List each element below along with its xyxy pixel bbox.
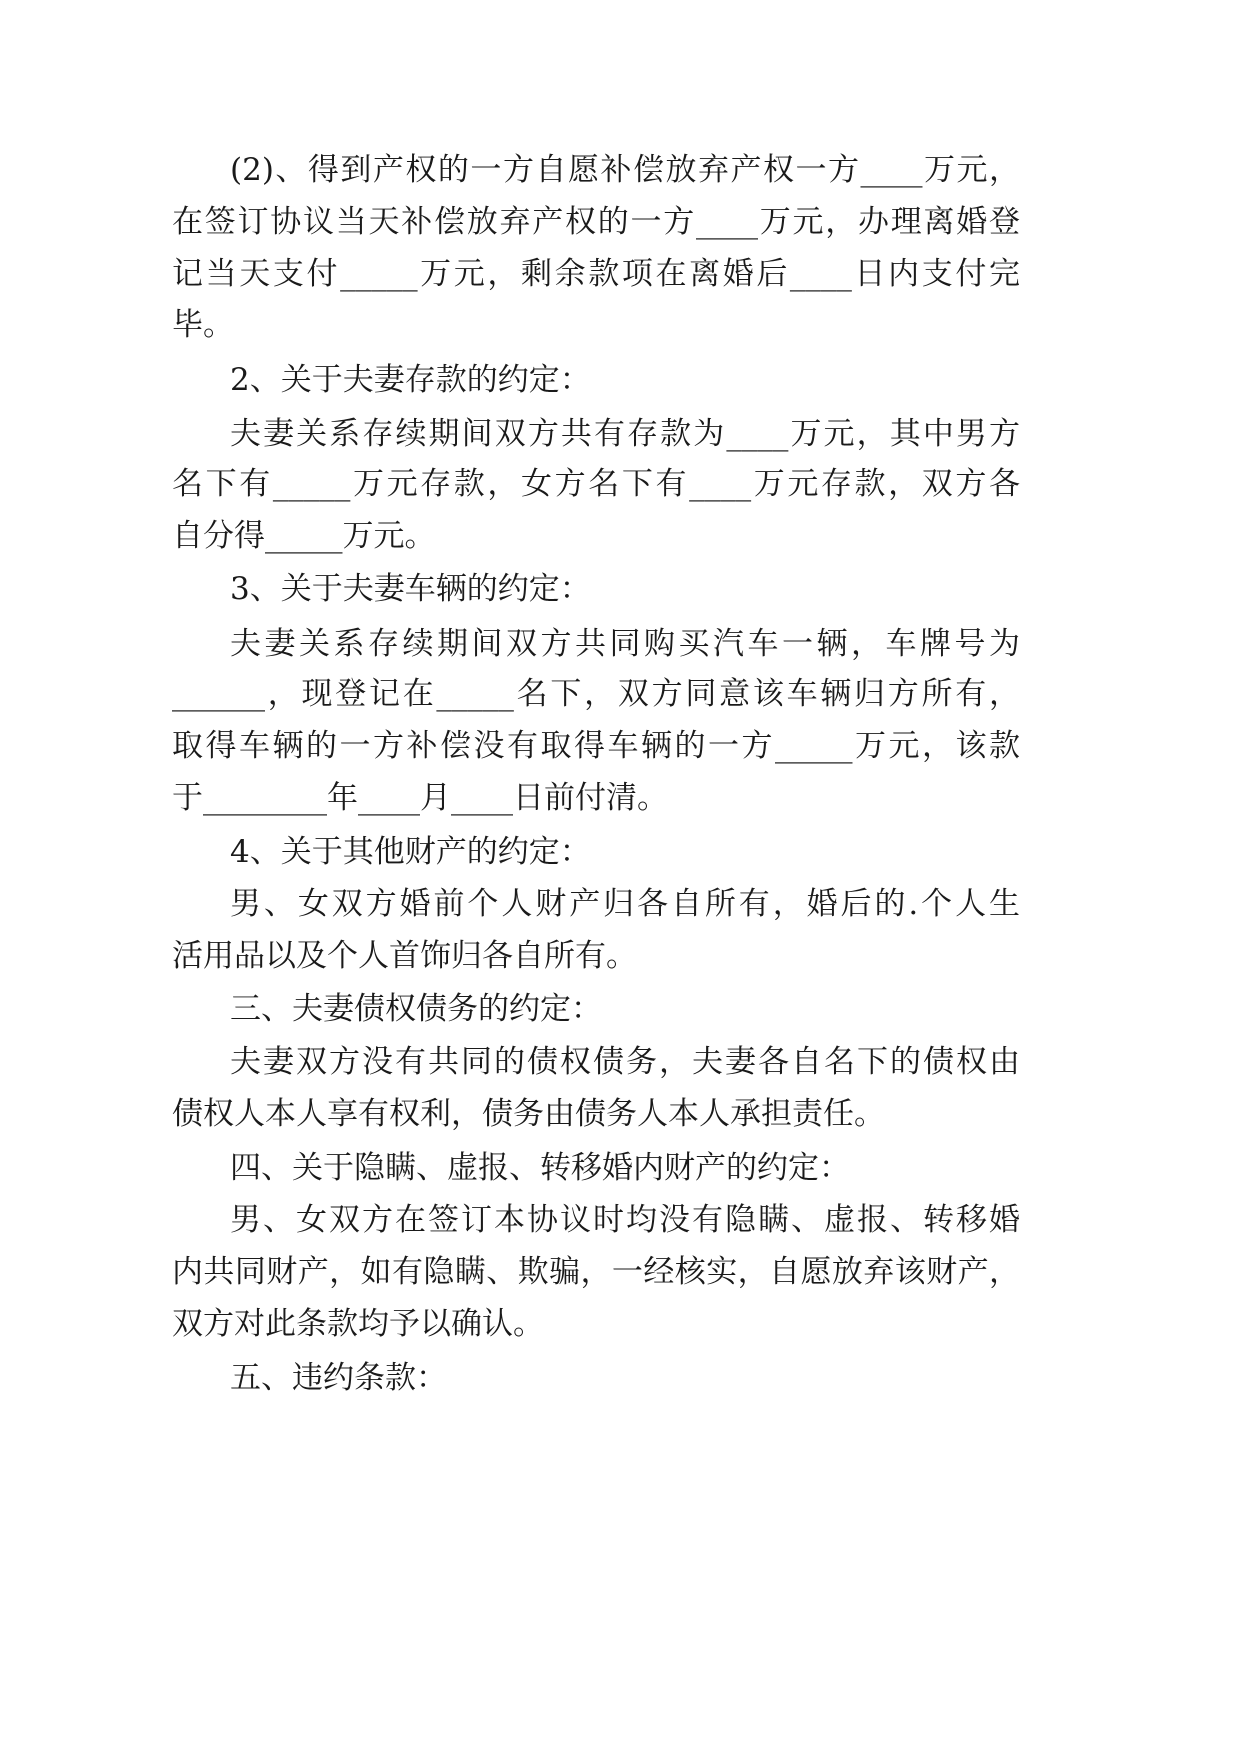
paragraph-line: 夫妻关系存续期间双方共同购买汽车一辆，车牌号为	[230, 626, 1020, 662]
section-heading: 五、违约条款：	[230, 1360, 447, 1396]
paragraph-line: 夫妻关系存续期间双方共有存款为____万元，其中男方	[230, 416, 1020, 452]
paragraph-line: 活用品以及个人首饰归各自所有。	[172, 938, 637, 974]
section-heading: 3、关于夫妻车辆的约定：	[230, 571, 591, 607]
section-heading: 2、关于夫妻存款的约定：	[230, 362, 591, 398]
paragraph-line: 男、女双方婚前个人财产归各自所有，婚后的.个人生	[230, 886, 1020, 922]
paragraph-line: 内共同财产，如有隐瞒、欺骗，一经核实，自愿放弃该财产，	[172, 1254, 1020, 1290]
paragraph-line: 男、女双方在签订本协议时均没有隐瞒、虚报、转移婚	[230, 1202, 1020, 1238]
paragraph-line: (2)、得到产权的一方自愿补偿放弃产权一方____万元，	[230, 152, 1020, 188]
paragraph-line: 夫妻双方没有共同的债权债务，夫妻各自名下的债权由	[230, 1044, 1020, 1080]
paragraph-line: 记当天支付_____万元，剩余款项在离婚后____日内支付完	[172, 256, 1020, 292]
section-heading: 四、关于隐瞒、虚报、转移婚内财产的约定：	[230, 1150, 850, 1186]
paragraph-line: 名下有_____万元存款，女方名下有____万元存款，双方各	[172, 466, 1020, 502]
paragraph-line: 自分得_____万元。	[172, 518, 436, 554]
section-heading: 4、关于其他财产的约定：	[230, 834, 591, 870]
paragraph-line: 取得车辆的一方补偿没有取得车辆的一方_____万元，该款	[172, 728, 1020, 764]
paragraph-line: 双方对此条款均予以确认。	[172, 1306, 544, 1342]
paragraph-line: 毕。	[172, 307, 234, 343]
paragraph-line: 于________年____月____日前付清。	[172, 780, 668, 816]
paragraph-line: 在签订协议当天补偿放弃产权的一方____万元，办理离婚登	[172, 204, 1020, 240]
section-heading: 三、夫妻债权债务的约定：	[230, 991, 602, 1027]
paragraph-line: 债权人本人享有权利，债务由债务人本人承担责任。	[172, 1096, 885, 1132]
paragraph-line: ______，现登记在_____名下，双方同意该车辆归方所有，	[172, 676, 1020, 712]
